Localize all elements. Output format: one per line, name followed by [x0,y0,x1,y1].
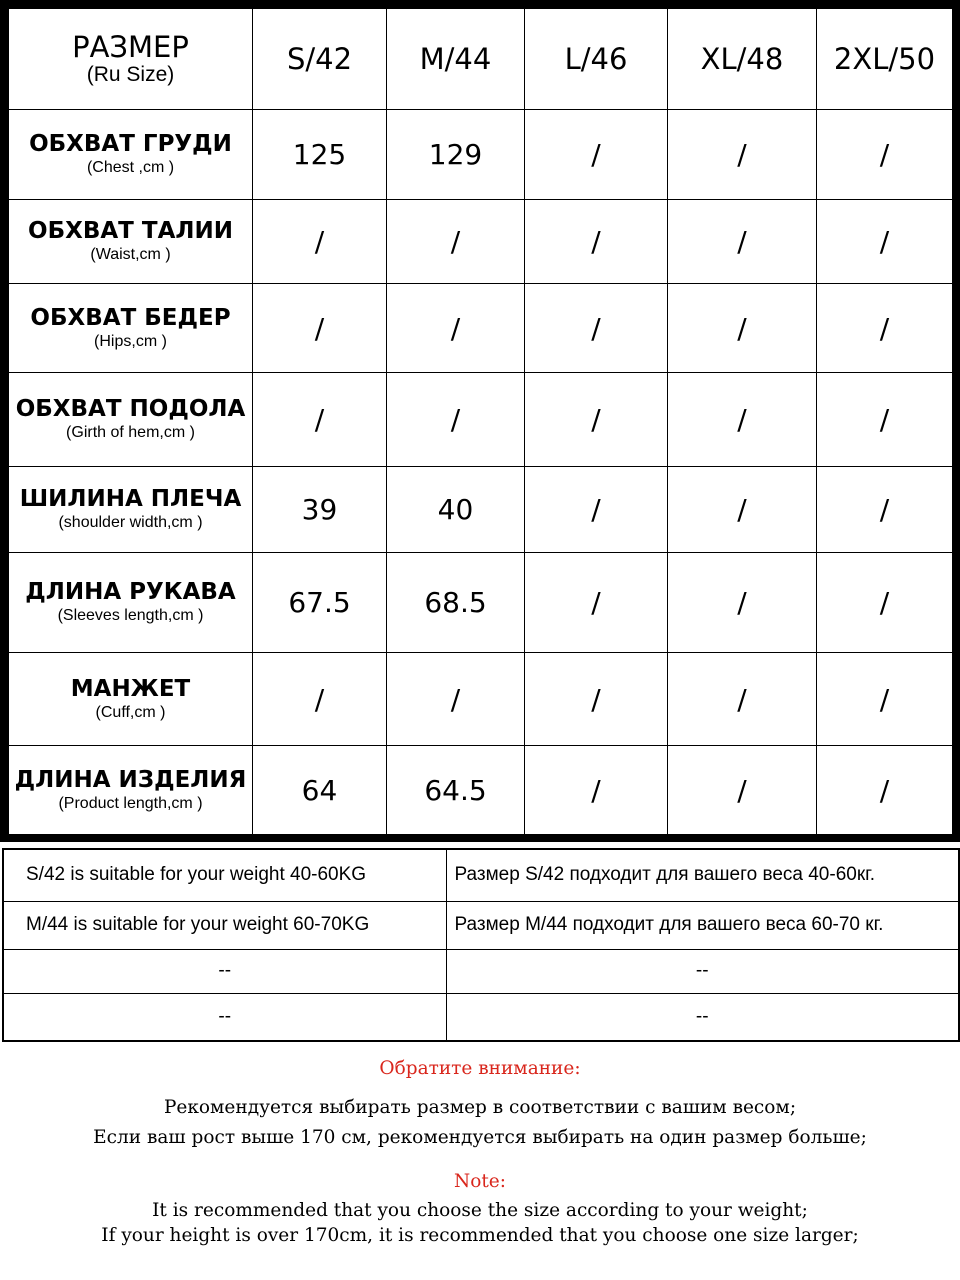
note-line-ru-2: Если ваш рост выше 170 см, рекомендуется выбирать на один размер больше; [93,1127,867,1148]
measurement-value: / [525,553,668,653]
measurement-value: / [817,200,953,284]
measurement-value: 125 [253,110,387,200]
measurement-row-chest [9,110,953,200]
measurement-value: / [817,746,953,835]
measurement-value: 64 [253,746,387,835]
measurement-label-cell [9,746,253,835]
size-column-header: S/42 [253,9,387,110]
measurement-label-en: (Chest ,cm ) [86,159,175,176]
size-header-subtitle: (Ru Size) [86,63,175,86]
measurement-label-en: (Cuff,cm ) [95,703,166,721]
size-header-cell [9,9,253,110]
measurement-label-ru: ШИЛИНА ПЛЕЧА [19,486,242,512]
measurement-value: / [525,284,668,373]
measurement-value: / [668,746,817,835]
measurement-value: / [817,653,953,746]
weight-text-en: M/44 is suitable for your weight 60-70KG [3,901,446,949]
measurement-label-en: (Sleeves length,cm ) [57,607,204,624]
measurement-row-cuff [9,653,953,746]
measurement-value: / [525,200,668,284]
measurement-label-ru: МАНЖЕТ [70,675,191,702]
weight-text-ru: Размер M/44 подходит для вашего веса 60-70 кг. [446,901,959,949]
measurement-label-en: (Waist,cm ) [90,246,171,263]
note-line-en-1: It is recommended that you choose the size according to your weight; [152,1200,808,1221]
measurement-value: / [253,653,387,746]
measurement-value: / [817,284,953,373]
size-header-row [9,9,953,110]
measurement-label-cell [9,467,253,553]
measurement-label-ru: ОБХВАТ БЕДЕР [30,304,231,331]
weight-text-ru: -- [446,949,959,993]
size-column-header: L/46 [525,9,668,110]
measurement-label-cell [9,553,253,653]
measurement-label-cell [9,110,253,200]
measurement-value: / [387,653,525,746]
measurement-value: / [387,373,525,467]
measurement-row-shoulder [9,467,953,553]
measurement-label-en: (Girth of hem,cm ) [66,424,195,441]
measurement-label-ru: ДЛИНА РУКАВА [25,579,236,605]
measurement-value: 64.5 [387,746,525,835]
weight-text-ru: Размер S/42 подходит для вашего веса 40-60кг. [446,849,959,901]
weight-row [3,993,959,1041]
measurement-value: 40 [387,467,525,553]
weight-row [3,901,959,949]
measurement-value: / [668,653,817,746]
measurement-value: / [525,467,668,553]
measurement-value: / [525,110,668,200]
weight-text-en: -- [3,993,446,1041]
measurement-row-hips [9,284,953,373]
weight-text-en: S/42 is suitable for your weight 40-60KG [3,849,446,901]
measurement-value: / [668,373,817,467]
measurement-value: / [253,373,387,467]
measurement-label-ru: ОБХВАТ ГРУДИ [29,131,232,157]
measurement-label-cell [9,653,253,746]
measurement-row-waist [9,200,953,284]
size-column-header: M/44 [387,9,525,110]
measurement-value: / [668,200,817,284]
measurement-value: / [668,284,817,373]
size-header-title: РАЗМЕР [72,30,189,64]
measurement-value: 39 [253,467,387,553]
measurement-label-cell [9,284,253,373]
measurement-label-cell [9,200,253,284]
measurement-label-cell [9,373,253,467]
measurement-value: 129 [387,110,525,200]
measurement-row-length [9,746,953,835]
size-column-header: XL/48 [668,9,817,110]
measurement-value: / [387,284,525,373]
measurement-value: / [525,746,668,835]
size-chart-table [8,8,953,835]
weight-row [3,949,959,993]
note-title-en: Note: [454,1171,506,1192]
measurement-value: / [668,553,817,653]
weight-row [3,849,959,901]
measurement-value: / [817,373,953,467]
size-column-header: 2XL/50 [817,9,953,110]
measurement-value: / [817,110,953,200]
measurement-value: / [525,653,668,746]
measurement-label-en: (Product length,cm ) [58,794,203,812]
measurement-label-ru: ОБХВАТ ТАЛИИ [28,218,233,244]
measurement-value: / [817,467,953,553]
measurement-value: / [253,284,387,373]
note-title-ru: Обратите внимание: [379,1058,581,1079]
measurement-label-ru: ОБХВАТ ПОДОЛА [15,396,246,422]
measurement-value: / [253,200,387,284]
measurement-value: / [668,110,817,200]
measurement-value: 68.5 [387,553,525,653]
weight-recommendation-table [2,848,960,1042]
measurement-row-hem [9,373,953,467]
measurement-label-ru: ДЛИНА ИЗДЕЛИЯ [14,766,247,793]
measurement-value: / [387,200,525,284]
measurement-value: / [817,553,953,653]
weight-text-en: -- [3,949,446,993]
measurement-value: / [525,373,668,467]
measurement-value: 67.5 [253,553,387,653]
note-line-ru-1: Рекомендуется выбирать размер в соответствии с вашим весом; [163,1097,797,1118]
weight-text-ru: -- [446,993,959,1041]
note-line-en-2: If your height is over 170cm, it is recommended that you choose one size larger; [101,1225,859,1246]
measurement-label-en: (Hips,cm ) [94,332,167,350]
measurement-value: / [668,467,817,553]
measurement-label-en: (shoulder width,cm ) [58,514,203,531]
measurement-row-sleeve [9,553,953,653]
